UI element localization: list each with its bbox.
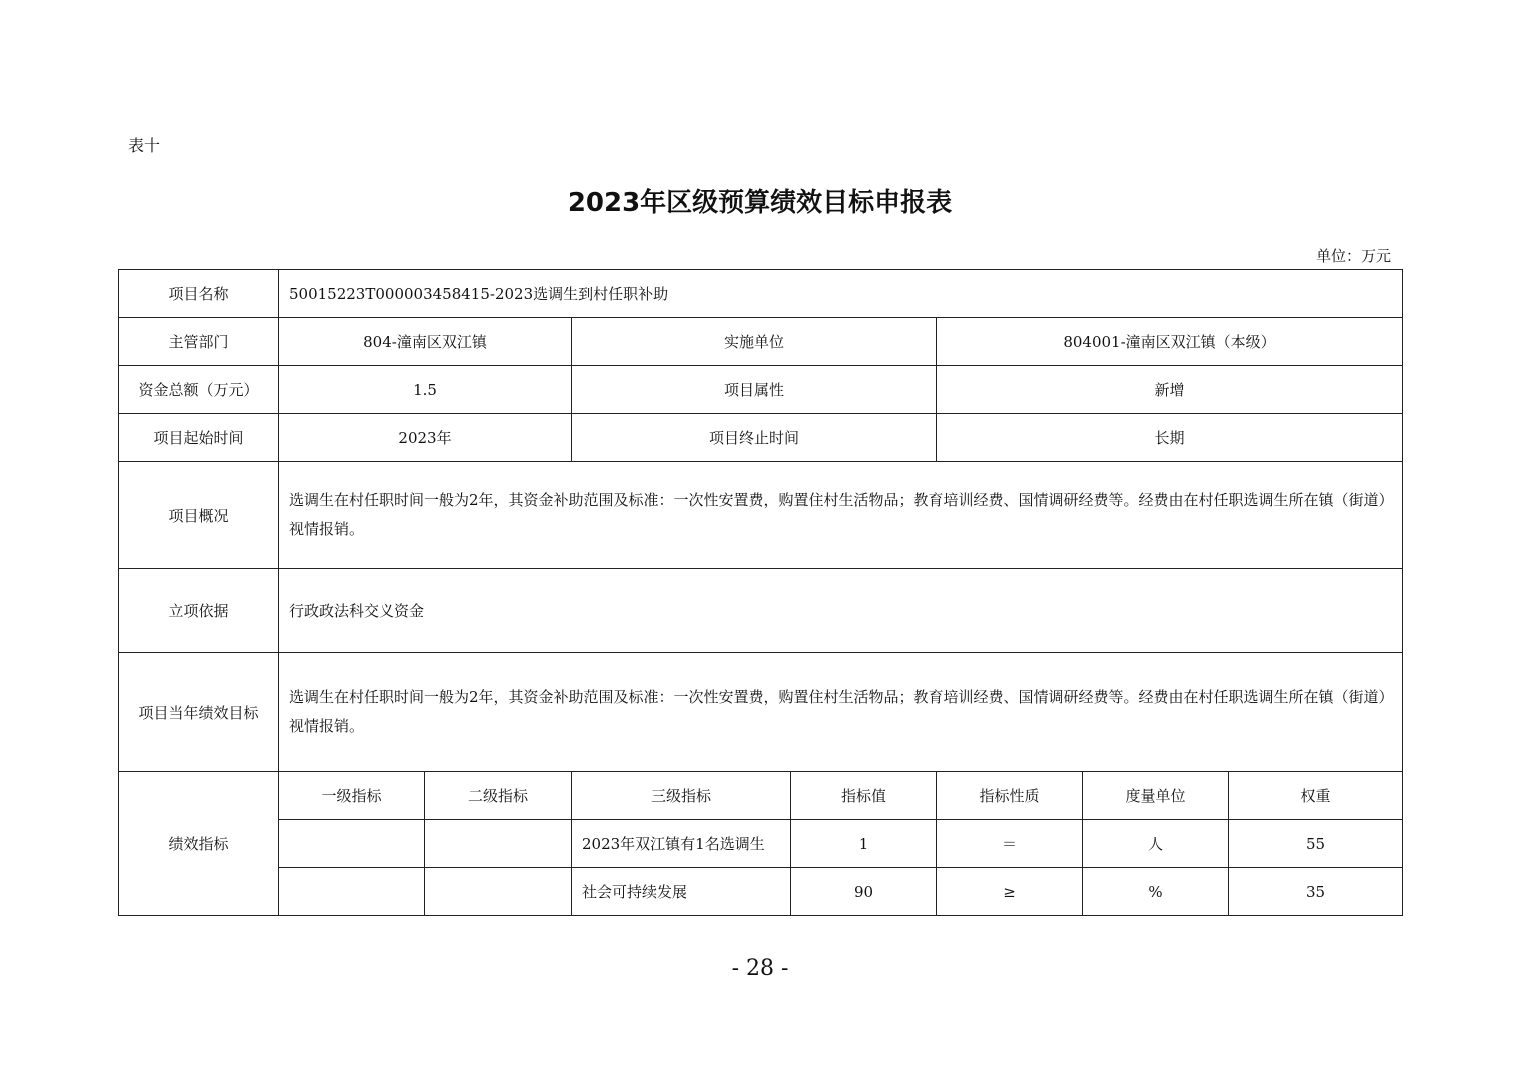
basis-label: 立项依据 bbox=[119, 569, 279, 653]
table-number: 表十 bbox=[128, 136, 161, 155]
indicator-cell: 35 bbox=[1229, 868, 1403, 916]
indicator-cell bbox=[425, 868, 572, 916]
indicator-header-row bbox=[119, 772, 1403, 820]
goal-value: 选调生在村任职时间一般为2年，其资金补助范围及标准：一次性安置费，购置住村生活物品；教育培训经费、国情调研经费等。经费由在村任职选调生所在镇（街道）视情报销。 bbox=[279, 653, 1403, 772]
indicator-cell: 1 bbox=[791, 820, 937, 868]
row-funding bbox=[119, 366, 1403, 414]
indicator-cell: ＝ bbox=[937, 820, 1083, 868]
indicator-cell bbox=[279, 868, 425, 916]
indicator-header: 指标值 bbox=[791, 772, 937, 820]
overview-label: 项目概况 bbox=[119, 462, 279, 569]
indicator-cell: 55 bbox=[1229, 820, 1403, 868]
dept-label: 主管部门 bbox=[119, 318, 279, 366]
basis-value: 行政政法科交义资金 bbox=[279, 569, 1403, 653]
indicator-header: 一级指标 bbox=[279, 772, 425, 820]
dept-value: 804-潼南区双江镇 bbox=[279, 318, 572, 366]
end-label: 项目终止时间 bbox=[572, 414, 937, 462]
attr-value: 新增 bbox=[937, 366, 1403, 414]
impl-label: 实施单位 bbox=[572, 318, 937, 366]
start-value: 2023年 bbox=[279, 414, 572, 462]
row-project-name bbox=[119, 270, 1403, 318]
attr-label: 项目属性 bbox=[572, 366, 937, 414]
indicator-cell: % bbox=[1083, 868, 1229, 916]
impl-value: 804001-潼南区双江镇（本级） bbox=[937, 318, 1403, 366]
goal-label: 项目当年绩效目标 bbox=[119, 653, 279, 772]
indicators-label: 绩效指标 bbox=[119, 772, 279, 916]
project-name-label: 项目名称 bbox=[119, 270, 279, 318]
indicator-cell bbox=[279, 820, 425, 868]
end-value: 长期 bbox=[937, 414, 1403, 462]
indicator-cell: 人 bbox=[1083, 820, 1229, 868]
fund-label: 资金总额（万元） bbox=[119, 366, 279, 414]
indicator-cell: ≥ bbox=[937, 868, 1083, 916]
document-title: 2023年区级预算绩效目标申报表 bbox=[567, 188, 953, 218]
indicator-row bbox=[119, 820, 1403, 868]
budget-goal-table bbox=[118, 269, 1403, 916]
indicator-cell bbox=[425, 820, 572, 868]
page-number: - 28 - bbox=[731, 956, 789, 981]
row-period bbox=[119, 414, 1403, 462]
indicator-cell: 90 bbox=[791, 868, 937, 916]
unit-label: 单位：万元 bbox=[1315, 247, 1391, 265]
row-basis bbox=[119, 569, 1403, 653]
row-overview bbox=[119, 462, 1403, 569]
indicator-header: 二级指标 bbox=[425, 772, 572, 820]
row-annual-goal bbox=[119, 653, 1403, 772]
indicator-cell: 2023年双江镇有1名选调生 bbox=[572, 820, 791, 868]
project-name-value: 50015223T000003458415-2023选调生到村任职补助 bbox=[279, 270, 1403, 318]
indicator-row bbox=[119, 868, 1403, 916]
fund-value: 1.5 bbox=[279, 366, 572, 414]
indicator-header: 度量单位 bbox=[1083, 772, 1229, 820]
indicator-header: 权重 bbox=[1229, 772, 1403, 820]
overview-value: 选调生在村任职时间一般为2年，其资金补助范围及标准：一次性安置费，购置住村生活物品；教育培训经费、国情调研经费等。经费由在村任职选调生所在镇（街道）视情报销。 bbox=[279, 462, 1403, 569]
indicator-header: 三级指标 bbox=[572, 772, 791, 820]
indicator-header: 指标性质 bbox=[937, 772, 1083, 820]
indicator-cell: 社会可持续发展 bbox=[572, 868, 791, 916]
start-label: 项目起始时间 bbox=[119, 414, 279, 462]
row-department bbox=[119, 318, 1403, 366]
